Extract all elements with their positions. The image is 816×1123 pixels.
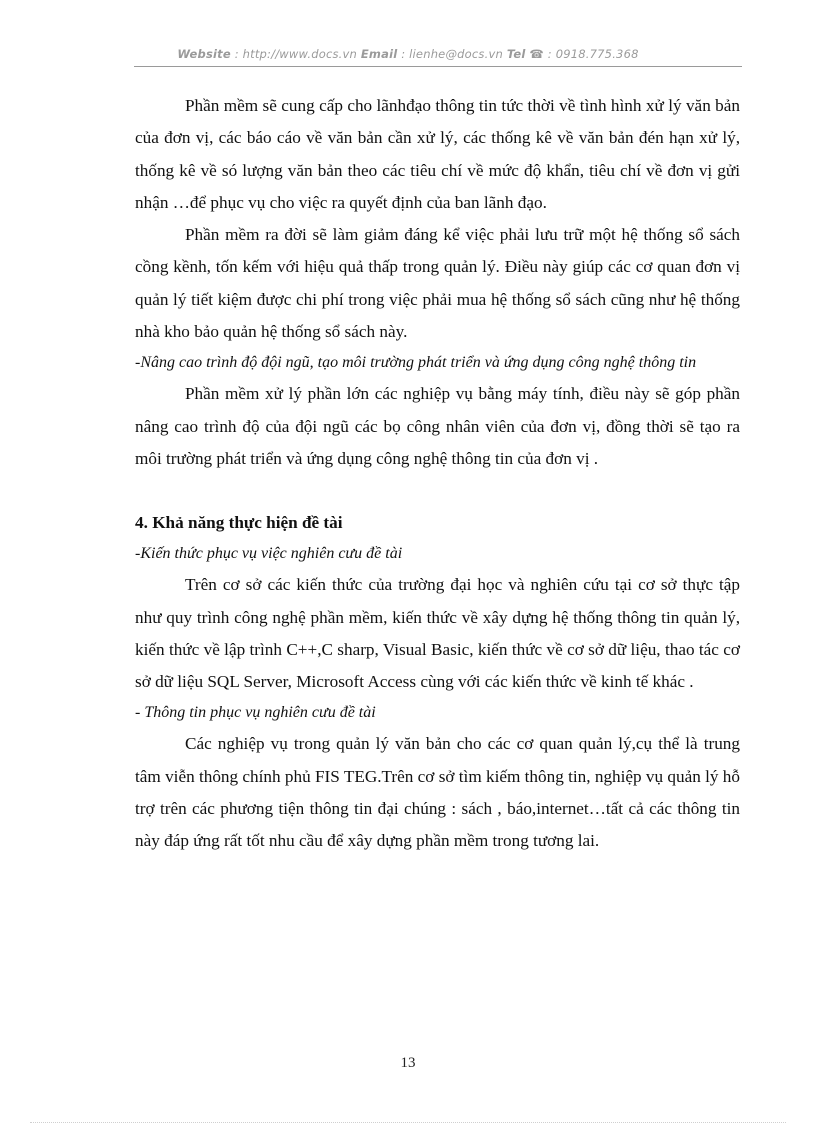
page-header [0,47,816,61]
paragraph-1: Phần mềm sẽ cung cấp cho lãnhđạo thông tin tức thời về tình hình xử lý văn bản của đơn vị, các báo cáo về văn bản cần xử lý, các thống kê về văn bản đén hạn xử lý, thống kê về só lượng văn bản theo các tiêu chí về mức độ khẩn, tiêu chí về đơn vị gửi nhận …để phục vụ cho việc ra quyết định của ban lãnh đạo. [135,96,740,212]
website-label: Website [177,47,231,61]
subheading-3: - Thông tin phục vụ nghiên cưu đề tài [135,704,376,722]
email-label: Email [360,47,398,61]
spacer [135,475,740,507]
document-body [135,90,740,858]
paragraph-5: Các nghiệp vụ trong quản lý văn bản cho các cơ quan quản lý,cụ thể là trung tâm viễn thông chính phủ FIS TEG.Trên cơ sở tìm kiếm thông tin, nghiệp vụ quản lý hỗ trợ trên các phương tiện thông tin đại chúng : sách , báo,internet…tất cả các thông tin này đáp ứng rất tốt nhu cầu để xây dựng phần mềm trong tương lai. [135,734,740,851]
subheading-1: -Nâng cao trình độ đội ngũ, tạo môi trường phát triển và ứng dụng công nghệ thông tin [135,354,697,372]
website-value: : http://www.docs.vn [230,47,361,61]
tel-label: Tel [506,47,526,61]
tel-value: : 0918.775.368 [543,47,639,61]
header-divider [134,66,742,67]
page-number: 13 [400,1055,416,1071]
section-heading: 4. Khả năng thực hiện đề tài [135,513,343,533]
paragraph-3: Phần mềm xử lý phần lớn các nghiệp vụ bằng máy tính, điều này sẽ góp phần nâng cao trình độ của đội ngũ các bọ công nhân viên của đơn vị, đồng thời sẽ tạo ra môi trường phát triển và ứng dụng công nghệ thông tin của đơn vị . [135,384,740,468]
subheading-2: -Kiến thức phục vụ việc nghiên cưu đề tài [135,545,403,563]
phone-icon: ☎ [529,47,544,61]
paragraph-4: Trên cơ sở các kiến thức của trường đại học và nghiên cứu tại cơ sở thực tập như quy trình công nghệ phần mềm, kiến thức về xây dựng hệ thống thông tin quản lý, kiến thức về lập trình C++,C sharp, Visual Basic, kiến thức về cơ sở dữ liệu, thao tác cơ sở dữ liệu SQL Server, Microsoft Access cùng với các kiến thức về kinh tế khác . [135,575,740,692]
paragraph-2: Phần mềm ra đời sẽ làm giảm đáng kể việc phải lưu trữ một hệ thống sổ sách cồng kềnh, tốn kếm với hiệu quả thấp trong quản lý. Điều này giúp các cơ quan đơn vị quản lý tiết kiệm được chi phí trong việc phải mua hệ thống sổ sách cũng như hệ thống nhà kho bảo quản hệ thống sổ sách này. [135,225,740,342]
email-value: : lienhe@docs.vn [397,47,507,61]
